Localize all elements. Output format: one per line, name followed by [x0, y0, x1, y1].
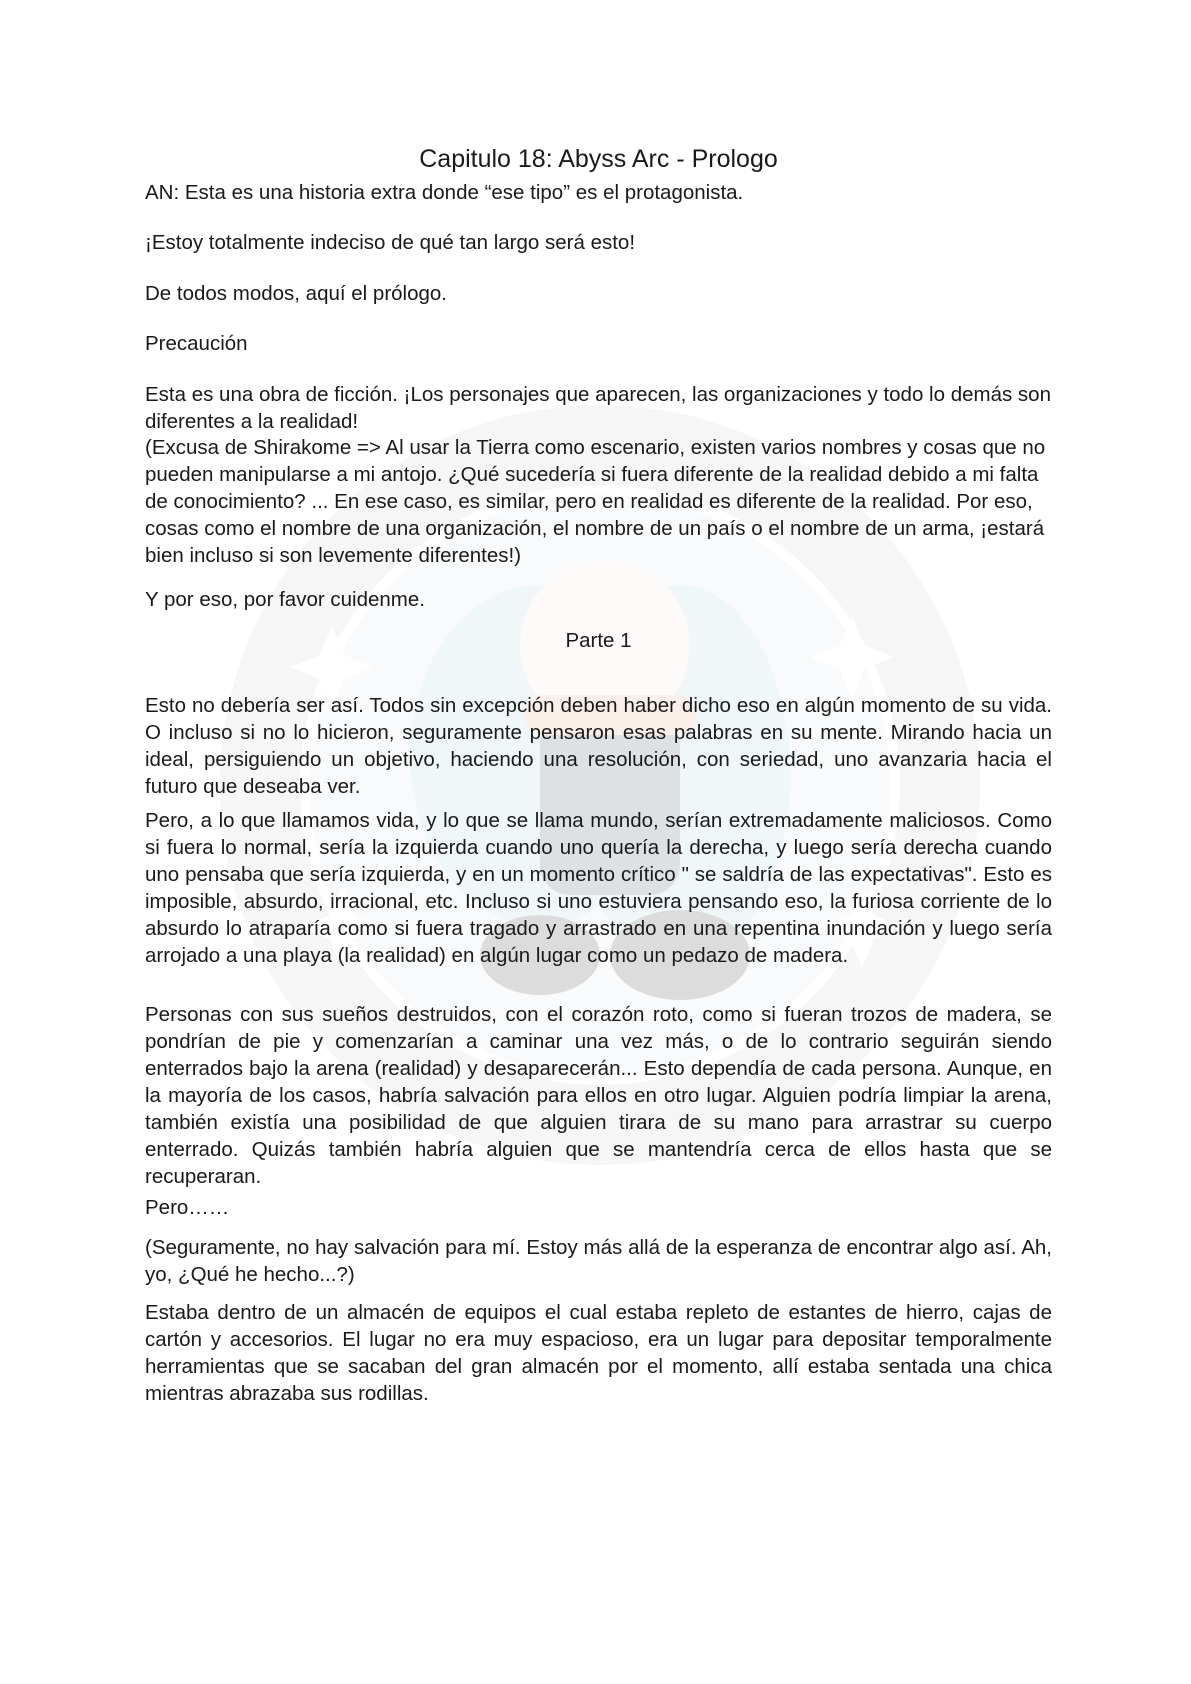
paragraph: Esta es una obra de ficción. ¡Los personajes que aparecen, las organizaciones y todo lo demás son diferentes a la realidad!: [145, 383, 1051, 433]
chapter-title: Capitulo 18: Abyss Arc - Prologo: [419, 145, 778, 173]
paragraph: ¡Estoy totalmente indeciso de qué tan largo será esto!: [145, 231, 636, 254]
paragraph: Esto no debería ser así. Todos sin excepción deben haber dicho eso en algún momento de su vida. O incluso si no lo hicieron, seguramente pensaron esas palabras en su mente. Mirando hacia un ideal, persiguiendo un objetivo, haciendo una resolución, con seriedad, uno avanzaria hacia el futuro que deseaba ver.: [145, 694, 1052, 798]
section-heading: Parte 1: [565, 629, 632, 652]
paragraph: Y por eso, por favor cuidenme.: [145, 588, 425, 611]
paragraph: Pero……: [145, 1196, 230, 1219]
paragraph: Personas con sus sueños destruidos, con el corazón roto, como si fueran trozos de madera, se pondrían de pie y comenzarían a caminar una vez más, o de lo contrario seguirán siendo enterrados bajo la arena (realidad) y desaparecerán... Esto dependía de cada persona. Aunque, en la mayoría de los casos, habría salvación para ellos en otro lugar. Alguien podría limpiar la arena, también existía una posibilidad de que alguien tirara de su mano para arrastrar su cuerpo enterrado. Quizás también habría alguien que se mantendría cerca de ellos hasta que se recuperaran.: [145, 1003, 1052, 1188]
paragraph: Pero, a lo que llamamos vida, y lo que se llama mundo, serían extremadamente maliciosos. Como si fuera lo normal, sería la izquierda cuando uno quería la derecha, y luego sería derecha cuando uno pensaba que sería izquierda, y en un momento crítico " se saldría de las expectativas". Esto es imposible, absurdo, irracional, etc. Incluso si uno estuviera pensando eso, la furiosa corriente de lo absurdo lo atraparía como si fuera tragado y arrastrado en una repentina inundación y luego sería arrojado a una playa (la realidad) en algún lugar como un pedazo de madera.: [145, 809, 1052, 967]
paragraph: (Excusa de Shirakome => Al usar la Tierra como escenario, existen varios nombres y cosas que no pueden manipularse a mi antojo. ¿Qué sucedería si fuera diferente de la realidad debido a mi falta de conocimiento? ... En ese caso, es similar, pero en realidad es diferente de la realidad. Por eso, cosas como el nombre de una organización, el nombre de un país o el nombre de un arma, ¡estará bien incluso si son levemente diferentes!): [145, 436, 1046, 567]
caution-heading: Precaución: [145, 332, 248, 355]
paragraph: De todos modos, aquí el prólogo.: [145, 282, 447, 305]
author-note-paragraph: AN: Esta es una historia extra donde “ese tipo” es el protagonista.: [145, 181, 744, 204]
paragraph: Estaba dentro de un almacén de equipos el cual estaba repleto de estantes de hierro, cajas de cartón y accesorios. El lugar no era muy espacioso, era un lugar para depositar temporalmente herramientas que se sacaban del gran almacén por el momento, allí estaba sentada una chica mientras abrazaba sus rodillas.: [145, 1301, 1052, 1405]
paragraph: (Seguramente, no hay salvación para mí. Estoy más allá de la esperanza de encontrar algo así. Ah, yo, ¿Qué he hecho...?): [145, 1236, 1052, 1286]
